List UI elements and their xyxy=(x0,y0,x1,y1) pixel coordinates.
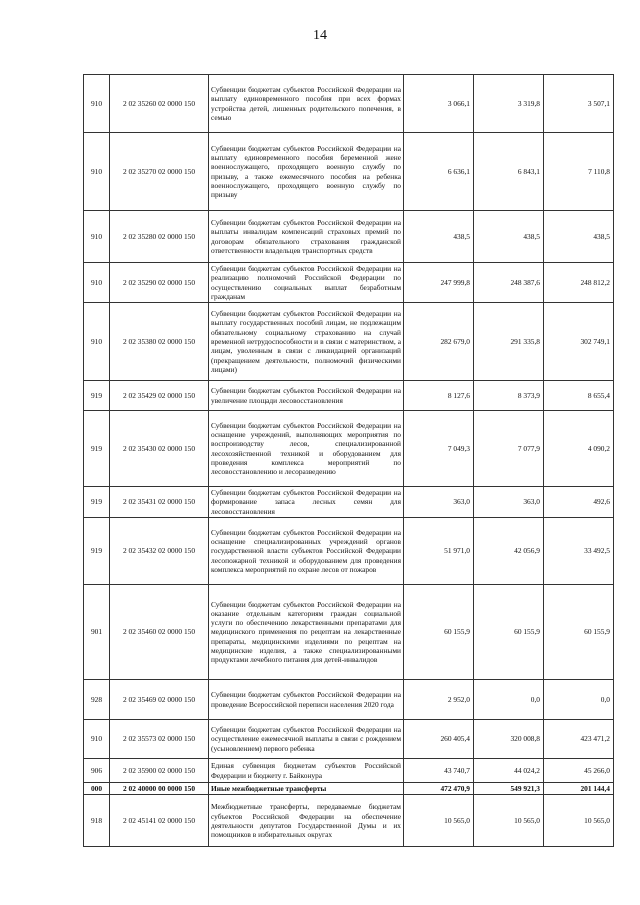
value-2023-cell: 8 655,4 xyxy=(544,381,614,411)
value-2022-cell: 363,0 xyxy=(474,487,544,518)
admin-code-cell: 910 xyxy=(84,303,110,381)
table-row xyxy=(84,487,614,518)
value-2022-cell: 320 008,8 xyxy=(474,720,544,759)
admin-code-cell: 919 xyxy=(84,487,110,518)
kbk-code-cell: 2 02 35900 02 0000 150 xyxy=(110,759,209,783)
value-2021-cell: 43 740,7 xyxy=(404,759,474,783)
value-2023-cell: 438,5 xyxy=(544,211,614,263)
table-row xyxy=(84,783,614,795)
value-2022-cell: 438,5 xyxy=(474,211,544,263)
admin-code-cell: 901 xyxy=(84,585,110,680)
admin-code-cell: 000 xyxy=(84,783,110,795)
kbk-code-cell: 2 02 35290 02 0000 150 xyxy=(110,263,209,303)
admin-code-cell: 910 xyxy=(84,720,110,759)
page-number: 14 xyxy=(313,28,327,43)
value-2021-cell: 60 155,9 xyxy=(404,585,474,680)
value-2023-cell: 7 110,8 xyxy=(544,133,614,211)
kbk-code-cell: 2 02 35429 02 0000 150 xyxy=(110,381,209,411)
name-cell: Субвенции бюджетам субъектов Российской Федерации на оснащение специализированных учреждений органов государственной власти субъектов Российской Федерации лесопожарной техникой и оборудованием для проведения комплекса мероприятий по охране лесов от пожаров xyxy=(209,518,404,585)
value-2021-cell: 282 679,0 xyxy=(404,303,474,381)
table-row xyxy=(84,759,614,783)
name-cell: Субвенции бюджетам субъектов Российской Федерации на реализацию полномочий Российской Федерации по осуществлению социальных выплат безработным гражданам xyxy=(209,263,404,303)
value-2023-cell: 60 155,9 xyxy=(544,585,614,680)
value-2022-cell: 42 056,9 xyxy=(474,518,544,585)
name-cell: Иные межбюджетные трансферты xyxy=(209,783,404,795)
kbk-code-cell: 2 02 35573 02 0000 150 xyxy=(110,720,209,759)
name-cell: Субвенции бюджетам субъектов Российской Федерации на выплату единовременного пособия при всех формах устройства детей, лишенных родительского попечения, в семью xyxy=(209,75,404,133)
value-2022-cell: 549 921,3 xyxy=(474,783,544,795)
value-2022-cell: 8 373,9 xyxy=(474,381,544,411)
kbk-code-cell: 2 02 35460 02 0000 150 xyxy=(110,585,209,680)
value-2021-cell: 363,0 xyxy=(404,487,474,518)
table-row xyxy=(84,411,614,487)
name-cell: Единая субвенция бюджетам субъектов Российской Федерации и бюджету г. Байконура xyxy=(209,759,404,783)
name-cell: Субвенции бюджетам субъектов Российской Федерации на проведение Всероссийской переписи населения 2020 года xyxy=(209,680,404,720)
kbk-code-cell: 2 02 35469 02 0000 150 xyxy=(110,680,209,720)
kbk-code-cell: 2 02 35280 02 0000 150 xyxy=(110,211,209,263)
kbk-code-cell: 2 02 35270 02 0000 150 xyxy=(110,133,209,211)
kbk-code-cell: 2 02 35431 02 0000 150 xyxy=(110,487,209,518)
value-2022-cell: 248 387,6 xyxy=(474,263,544,303)
value-2023-cell: 201 144,4 xyxy=(544,783,614,795)
value-2023-cell: 492,6 xyxy=(544,487,614,518)
table-row xyxy=(84,680,614,720)
table-row xyxy=(84,585,614,680)
table-row xyxy=(84,518,614,585)
value-2022-cell: 60 155,9 xyxy=(474,585,544,680)
value-2021-cell: 2 952,0 xyxy=(404,680,474,720)
value-2022-cell: 3 319,8 xyxy=(474,75,544,133)
table-row xyxy=(84,211,614,263)
value-2021-cell: 8 127,6 xyxy=(404,381,474,411)
table-row xyxy=(84,303,614,381)
value-2021-cell: 6 636,1 xyxy=(404,133,474,211)
admin-code-cell: 910 xyxy=(84,75,110,133)
admin-code-cell: 919 xyxy=(84,411,110,487)
value-2023-cell: 423 471,2 xyxy=(544,720,614,759)
name-cell: Субвенции бюджетам субъектов Российской Федерации на осуществление ежемесячной выплаты в связи с рождением (усыновлением) первого ребенка xyxy=(209,720,404,759)
admin-code-cell: 906 xyxy=(84,759,110,783)
name-cell: Субвенции бюджетам субъектов Российской Федерации на выплату государственных пособий лицам, не подлежащим обязательному социальному страхованию на случай временной нетрудоспособности и в связи с материнством, а лицам, уволенным в связи с ликвидацией организаций (прекращением деятельности, полномочий физическими лицами) xyxy=(209,303,404,381)
admin-code-cell: 918 xyxy=(84,795,110,847)
value-2023-cell: 0,0 xyxy=(544,680,614,720)
name-cell: Субвенции бюджетам субъектов Российской Федерации на выплаты инвалидам компенсаций страховых премий по договорам обязательного страхования гражданской ответственности владельцев транспортных средств xyxy=(209,211,404,263)
kbk-code-cell: 2 02 35380 02 0000 150 xyxy=(110,303,209,381)
value-2022-cell: 7 077,9 xyxy=(474,411,544,487)
value-2021-cell: 438,5 xyxy=(404,211,474,263)
name-cell: Субвенции бюджетам субъектов Российской Федерации на увеличение площади лесовосстановления xyxy=(209,381,404,411)
value-2021-cell: 7 049,3 xyxy=(404,411,474,487)
value-2022-cell: 10 565,0 xyxy=(474,795,544,847)
name-cell: Субвенции бюджетам субъектов Российской Федерации на выплату единовременного пособия беременной жене военнослужащего, проходящего военную службу по призыву, а также ежемесячного пособия на ребенка военнослужащего, проходящего военную службу по призыву xyxy=(209,133,404,211)
name-cell: Субвенции бюджетам субъектов Российской Федерации на оказание отдельным категориям граждан социальной услуги по обеспечению лекарственными препаратами для медицинского применения по рецептам на лекарственные препараты, медицинскими изделиями по рецептам на медицинские изделия, а также специализированными продуктами лечебного питания для детей-инвалидов xyxy=(209,585,404,680)
value-2021-cell: 51 971,0 xyxy=(404,518,474,585)
value-2021-cell: 3 066,1 xyxy=(404,75,474,133)
value-2023-cell: 302 749,1 xyxy=(544,303,614,381)
table-body xyxy=(84,75,614,847)
admin-code-cell: 910 xyxy=(84,263,110,303)
kbk-code-cell: 2 02 35430 02 0000 150 xyxy=(110,411,209,487)
value-2021-cell: 472 470,9 xyxy=(404,783,474,795)
value-2022-cell: 291 335,8 xyxy=(474,303,544,381)
value-2021-cell: 10 565,0 xyxy=(404,795,474,847)
table-row xyxy=(84,133,614,211)
value-2023-cell: 45 266,0 xyxy=(544,759,614,783)
kbk-code-cell: 2 02 35260 02 0000 150 xyxy=(110,75,209,133)
budget-table xyxy=(83,74,614,847)
value-2022-cell: 6 843,1 xyxy=(474,133,544,211)
value-2021-cell: 247 999,8 xyxy=(404,263,474,303)
table-row xyxy=(84,720,614,759)
value-2022-cell: 44 024,2 xyxy=(474,759,544,783)
admin-code-cell: 919 xyxy=(84,381,110,411)
admin-code-cell: 910 xyxy=(84,211,110,263)
kbk-code-cell: 2 02 40000 00 0000 150 xyxy=(110,783,209,795)
value-2023-cell: 10 565,0 xyxy=(544,795,614,847)
name-cell: Субвенции бюджетам субъектов Российской Федерации на формирование запаса лесных семян для лесовосстановления xyxy=(209,487,404,518)
value-2023-cell: 4 090,2 xyxy=(544,411,614,487)
table-row xyxy=(84,75,614,133)
admin-code-cell: 919 xyxy=(84,518,110,585)
admin-code-cell: 928 xyxy=(84,680,110,720)
value-2021-cell: 260 405,4 xyxy=(404,720,474,759)
table-row xyxy=(84,263,614,303)
kbk-code-cell: 2 02 45141 02 0000 150 xyxy=(110,795,209,847)
name-cell: Субвенции бюджетам субъектов Российской Федерации на оснащение учреждений, выполняющих мероприятия по воспроизводству лесов, специализированной лесохозяйственной техникой и оборудованием для проведения комплекса мероприятий по лесовосстановлению и лесоразведению xyxy=(209,411,404,487)
value-2023-cell: 3 507,1 xyxy=(544,75,614,133)
table-row xyxy=(84,381,614,411)
table-row xyxy=(84,795,614,847)
value-2023-cell: 248 812,2 xyxy=(544,263,614,303)
value-2023-cell: 33 492,5 xyxy=(544,518,614,585)
kbk-code-cell: 2 02 35432 02 0000 150 xyxy=(110,518,209,585)
name-cell: Межбюджетные трансферты, передаваемые бюджетам субъектов Российской Федерации на обеспечение деятельности депутатов Государственной Думы и их помощников в избирательных округах xyxy=(209,795,404,847)
admin-code-cell: 910 xyxy=(84,133,110,211)
value-2022-cell: 0,0 xyxy=(474,680,544,720)
